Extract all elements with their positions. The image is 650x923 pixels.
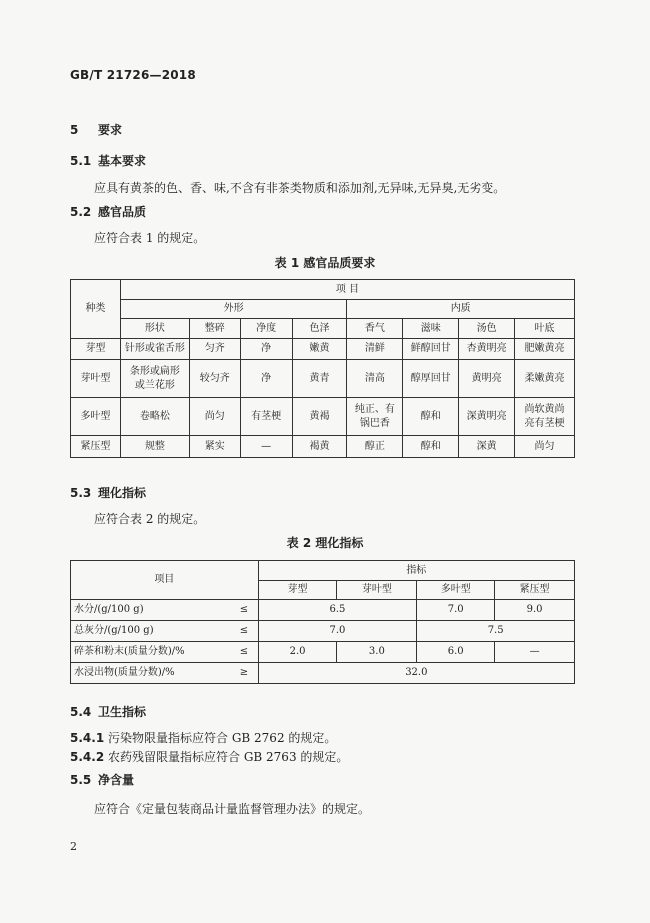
table-2-caption: 表 2 理化指标 [286, 536, 364, 550]
section-5-2-heading [70, 203, 146, 220]
section-title: 理化指标 [98, 486, 147, 500]
subheader-liquor: 汤色 [459, 319, 515, 339]
table-cell: 嫩黄 [292, 339, 347, 360]
table-cell: 9.0 [495, 600, 575, 621]
section-number: 5 [70, 123, 79, 137]
table-cell: 黄青 [292, 360, 347, 398]
section-5-3-heading [70, 484, 146, 501]
table-cell: — [495, 642, 575, 663]
table-cell: 杏黄明亮 [459, 339, 515, 360]
section-number: 5.4.2 [70, 750, 105, 764]
section-title: 要求 [98, 123, 123, 137]
subheader-bud: 芽型 [258, 581, 337, 600]
section-number: 5.1 [70, 154, 92, 168]
table-cell: 褐黄 [292, 436, 347, 458]
table-cell: 清高 [347, 360, 403, 398]
subheader-color: 色泽 [292, 319, 347, 339]
table-row [71, 600, 575, 621]
table-cell: 肥嫩黄亮 [515, 339, 575, 360]
section-5-1-text: 应具有黄茶的色、香、味,不含有非茶类物质和添加剂,无异味,无异臭,无劣变。 [94, 181, 506, 195]
row-operator: ≤ [230, 642, 258, 663]
table-row [71, 642, 575, 663]
subheader-leaf: 叶底 [515, 319, 575, 339]
subheader-cleanness: 净度 [240, 319, 292, 339]
row-operator: ≤ [230, 600, 258, 621]
sensory-quality-table [70, 279, 575, 458]
table-cell: 紧实 [189, 436, 240, 458]
subheader-bud-leaf: 芽叶型 [337, 581, 417, 600]
section-5-5-heading [70, 771, 134, 788]
table-cell: 32.0 [258, 663, 574, 684]
table-cell: 3.0 [337, 642, 417, 663]
table-cell: 卷略松 [120, 398, 189, 436]
table-cell: 醇厚回甘 [403, 360, 459, 398]
table-row [71, 398, 575, 436]
section-title: 基本要求 [98, 154, 147, 168]
table-cell: 黄褐 [292, 398, 347, 436]
table-cell: 7.5 [417, 621, 575, 642]
subheader-multi-leaf: 多叶型 [417, 581, 495, 600]
section-title: 卫生指标 [98, 705, 147, 719]
section-5-2-text: 应符合表 1 的规定。 [94, 231, 206, 245]
section-5-4-1 [70, 729, 336, 746]
section-5-heading [70, 121, 122, 138]
table-cell: 黄明亮 [459, 360, 515, 398]
row-kind: 芽叶型 [71, 360, 121, 398]
table-row [71, 339, 575, 360]
section-number: 5.3 [70, 486, 92, 500]
table-cell: 柔嫩黄亮 [515, 360, 575, 398]
row-kind: 紧压型 [71, 436, 121, 458]
table-cell: 针形或雀舌形 [120, 339, 189, 360]
table-cell: 醇正 [347, 436, 403, 458]
section-5-4-heading [70, 703, 146, 720]
section-number: 5.4 [70, 705, 92, 719]
table-cell: 深黄明亮 [459, 398, 515, 436]
table-cell: 清鲜 [347, 339, 403, 360]
row-label: 水分/(g/100 g) [71, 600, 231, 621]
table-cell: — [240, 436, 292, 458]
row-operator: ≤ [230, 621, 258, 642]
table-cell: 尚匀 [189, 398, 240, 436]
subheader-shape: 形状 [120, 319, 189, 339]
table-cell: 7.0 [417, 600, 495, 621]
table-row [71, 360, 575, 398]
section-number: 5.2 [70, 205, 92, 219]
table-cell: 尚软黄尚亮有茎梗 [515, 398, 575, 436]
page-number: 2 [70, 840, 77, 853]
items-header: 项 目 [120, 280, 574, 300]
table-row [71, 436, 575, 458]
table-cell: 醇和 [403, 398, 459, 436]
table-row [71, 663, 575, 684]
row-operator: ≥ [230, 663, 258, 684]
row-label: 水浸出物(质量分数)/% [71, 663, 231, 684]
table-cell: 净 [240, 360, 292, 398]
table-cell: 6.5 [258, 600, 417, 621]
table-cell: 匀齐 [189, 339, 240, 360]
table-cell: 纯正、有锅巴香 [347, 398, 403, 436]
standard-code: GB/T 21726—2018 [70, 68, 196, 82]
row-kind: 多叶型 [71, 398, 121, 436]
subheader-taste: 滋味 [403, 319, 459, 339]
section-number: 5.5 [70, 773, 92, 787]
table-cell: 深黄 [459, 436, 515, 458]
table-cell: 较匀齐 [189, 360, 240, 398]
table-cell: 有茎梗 [240, 398, 292, 436]
table-cell: 净 [240, 339, 292, 360]
section-title: 感官品质 [98, 205, 147, 219]
table-cell: 尚匀 [515, 436, 575, 458]
table-cell: 7.0 [258, 621, 417, 642]
index-header: 指标 [258, 561, 574, 581]
section-5-5-text: 应符合《定量包装商品计量监督管理办法》的规定。 [94, 802, 371, 816]
inner-group-header: 内质 [347, 300, 575, 319]
subheader-uniformity: 整碎 [189, 319, 240, 339]
section-text: 农药残留限量指标应符合 GB 2763 的规定。 [108, 750, 349, 764]
outer-group-header: 外形 [120, 300, 347, 319]
section-title: 净含量 [98, 773, 135, 787]
subheader-compressed: 紧压型 [495, 581, 575, 600]
table-cell: 2.0 [258, 642, 337, 663]
subheader-aroma: 香气 [347, 319, 403, 339]
section-number: 5.4.1 [70, 731, 105, 745]
row-kind: 芽型 [71, 339, 121, 360]
row-label: 总灰分/(g/100 g) [71, 621, 231, 642]
section-5-3-text: 应符合表 2 的规定。 [94, 512, 206, 526]
section-5-1-heading [70, 152, 146, 169]
table-cell: 鲜醇回甘 [403, 339, 459, 360]
section-text: 污染物限量指标应符合 GB 2762 的规定。 [108, 731, 337, 745]
table-cell: 规整 [120, 436, 189, 458]
table-cell: 6.0 [417, 642, 495, 663]
table-1-caption: 表 1 感官品质要求 [274, 256, 376, 270]
item-header: 项目 [71, 561, 259, 600]
table-cell: 醇和 [403, 436, 459, 458]
section-5-4-2 [70, 748, 348, 765]
physicochemical-table [70, 560, 575, 684]
row-label: 碎茶和粉末(质量分数)/% [71, 642, 231, 663]
table-cell: 条形或扁形或兰花形 [120, 360, 189, 398]
kind-header: 种类 [71, 280, 121, 339]
table-row [71, 621, 575, 642]
